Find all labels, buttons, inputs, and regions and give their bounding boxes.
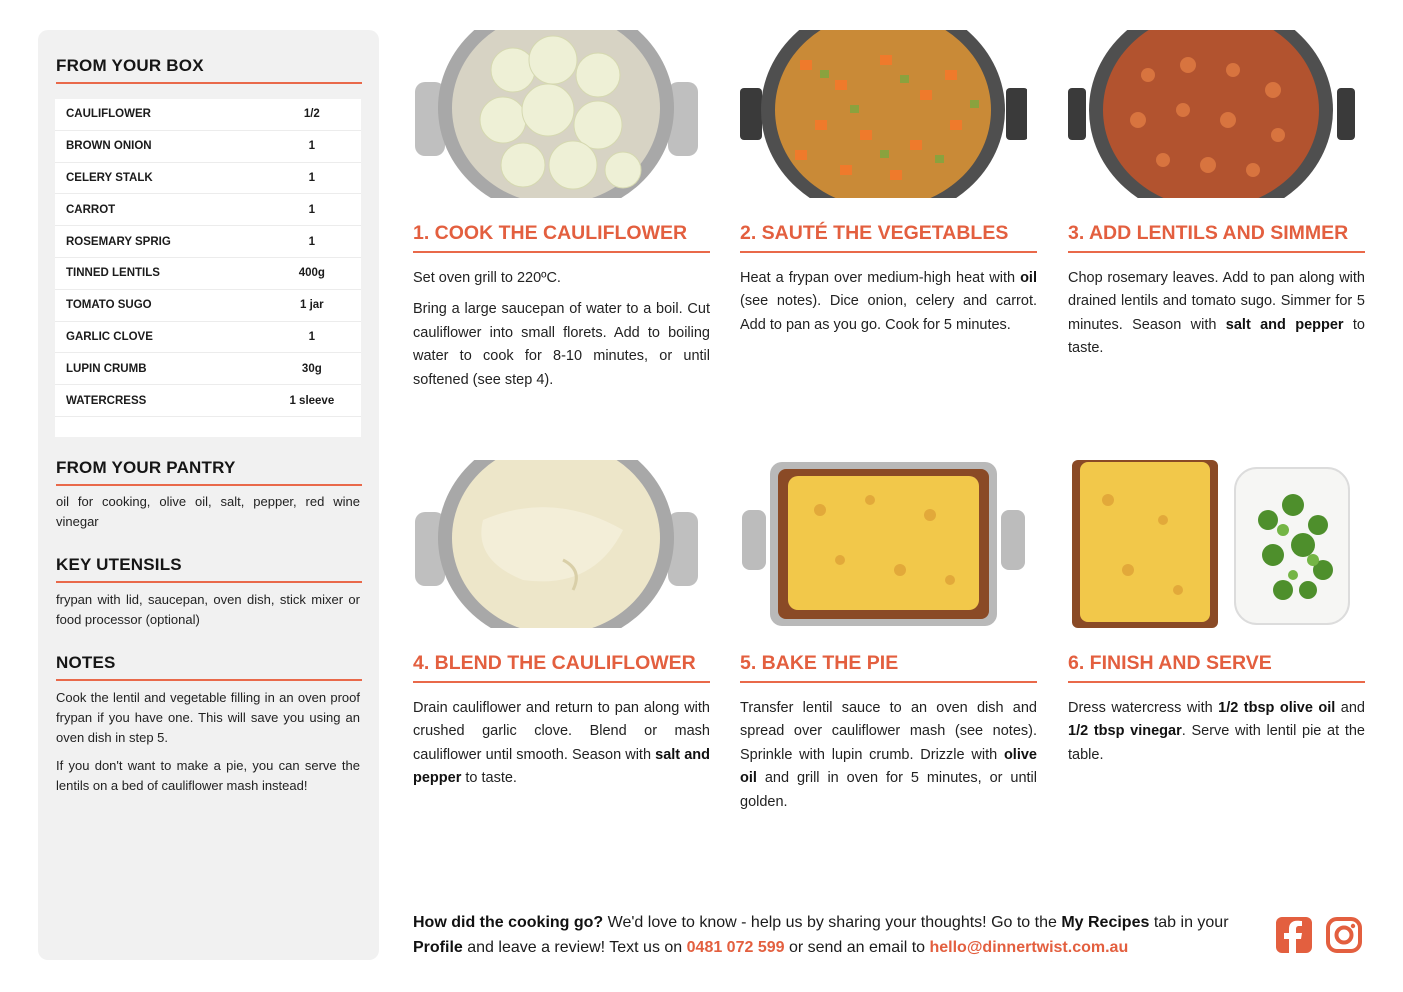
step-2-text: Heat a frypan over medium-high heat with oil (see notes). Dice onion, celery and carrot. Add to pan as you go. Cook for 5 minutes. bbox=[740, 270, 1037, 333]
ingredient-row: LUPIN CRUMB 30g bbox=[55, 353, 361, 385]
phone-link[interactable]: 0481 072 599 bbox=[686, 939, 785, 956]
ingredient-row: BROWN ONION 1 bbox=[55, 131, 361, 163]
step-6-title: 6. FINISH AND SERVE bbox=[1068, 652, 1365, 683]
ingredient-row: TINNED LENTILS 400g bbox=[55, 258, 361, 290]
notes-text: Cook the lentil and vegetable filling in an oven proof frypan if you have one. This will save you using an oven dish in step 5. If you don't want to make a pie, you can serve the lentils on a bed of cauliflower mash instead! bbox=[56, 690, 360, 793]
email-link[interactable]: hello@dinnertwist.com.au bbox=[929, 939, 1129, 956]
ingredients-list bbox=[55, 99, 361, 437]
utensils-text: frypan with lid, saucepan, oven dish, stick mixer or food processor (optional) bbox=[56, 592, 360, 627]
ingredient-row: CELERY STALK 1 bbox=[55, 163, 361, 195]
step-1-title: 1. COOK THE CAULIFLOWER bbox=[413, 222, 710, 253]
step-5-text: Transfer lentil sauce to an oven dish and spread over cauliflower mash (see notes). Sprinkle with lupin crumb. Drizzle with olive oil and grill in oven for 5 minutes, or until golden. bbox=[740, 700, 1037, 810]
instagram-icon[interactable] bbox=[1325, 916, 1363, 954]
step-2-title: 2. SAUTÉ THE VEGETABLES bbox=[740, 222, 1037, 253]
step-4-text: Drain cauliflower and return to pan along with crushed garlic clove. Blend or mash cauliflower until smooth. Season with salt and pepper to taste. bbox=[413, 700, 710, 787]
key-utensils-title: KEY UTENSILS bbox=[56, 555, 362, 583]
step-1 bbox=[413, 30, 710, 400]
sidebar bbox=[38, 30, 379, 960]
step-2 bbox=[740, 30, 1037, 345]
ingredient-row: ROSEMARY SPRIG 1 bbox=[55, 226, 361, 258]
step-3 bbox=[1068, 30, 1365, 369]
step-3-title: 3. ADD LENTILS AND SIMMER bbox=[1068, 222, 1365, 253]
ingredient-row: WATERCRESS 1 sleeve bbox=[55, 385, 361, 417]
step-6-text: Dress watercress with 1/2 tbsp olive oil and 1/2 tbsp vinegar. Serve with lentil pie at the table. bbox=[1068, 700, 1365, 763]
ingredient-row: TOMATO SUGO 1 jar bbox=[55, 290, 361, 322]
my-recipes-label: My Recipes bbox=[1061, 914, 1150, 931]
step-6-image bbox=[1068, 460, 1355, 628]
profile-label: Profile bbox=[413, 939, 463, 956]
step-4-title: 4. BLEND THE CAULIFLOWER bbox=[413, 652, 710, 683]
step-5-image bbox=[740, 460, 1027, 628]
step-2-image bbox=[740, 30, 1027, 198]
pantry-text: oil for cooking, olive oil, salt, pepper, red wine vinegar bbox=[56, 494, 360, 529]
step-3-text: Chop rosemary leaves. Add to pan along with drained lentils and tomato sugo. Simmer for 5 minutes. Season with salt and pepper to taste. bbox=[1068, 270, 1365, 357]
from-your-pantry-title: FROM YOUR PANTRY bbox=[56, 458, 362, 486]
step-5-title: 5. BAKE THE PIE bbox=[740, 652, 1037, 683]
ingredient-row: CARROT 1 bbox=[55, 194, 361, 226]
ingredient-row: GARLIC CLOVE 1 bbox=[55, 322, 361, 354]
from-your-box-title: FROM YOUR BOX bbox=[56, 56, 362, 84]
step-3-image bbox=[1068, 30, 1355, 198]
step-4 bbox=[413, 460, 710, 799]
step-4-image bbox=[413, 460, 700, 628]
footer-question: How did the cooking go? bbox=[413, 914, 604, 931]
step-1-image bbox=[413, 30, 700, 198]
feedback-footer: How did the cooking go? We'd love to know - help us by sharing your thoughts! Go to the My Recipes tab in your Profile and leave a review! Text us on 0481 072 599 or send an email to hello@dinnertwist.com.au bbox=[413, 914, 1229, 956]
step-6 bbox=[1068, 460, 1365, 775]
step-5 bbox=[740, 460, 1037, 822]
ingredient-row: CAULIFLOWER 1/2 bbox=[55, 99, 361, 131]
step-1-text: Set oven grill to 220ºC. Bring a large saucepan of water to a boil. Cut cauliflower into small florets. Add to boiling water to cook for 8-10 minutes, or until softened (see step 4). bbox=[413, 270, 710, 388]
notes-title: NOTES bbox=[56, 653, 362, 681]
facebook-icon[interactable] bbox=[1275, 916, 1313, 954]
